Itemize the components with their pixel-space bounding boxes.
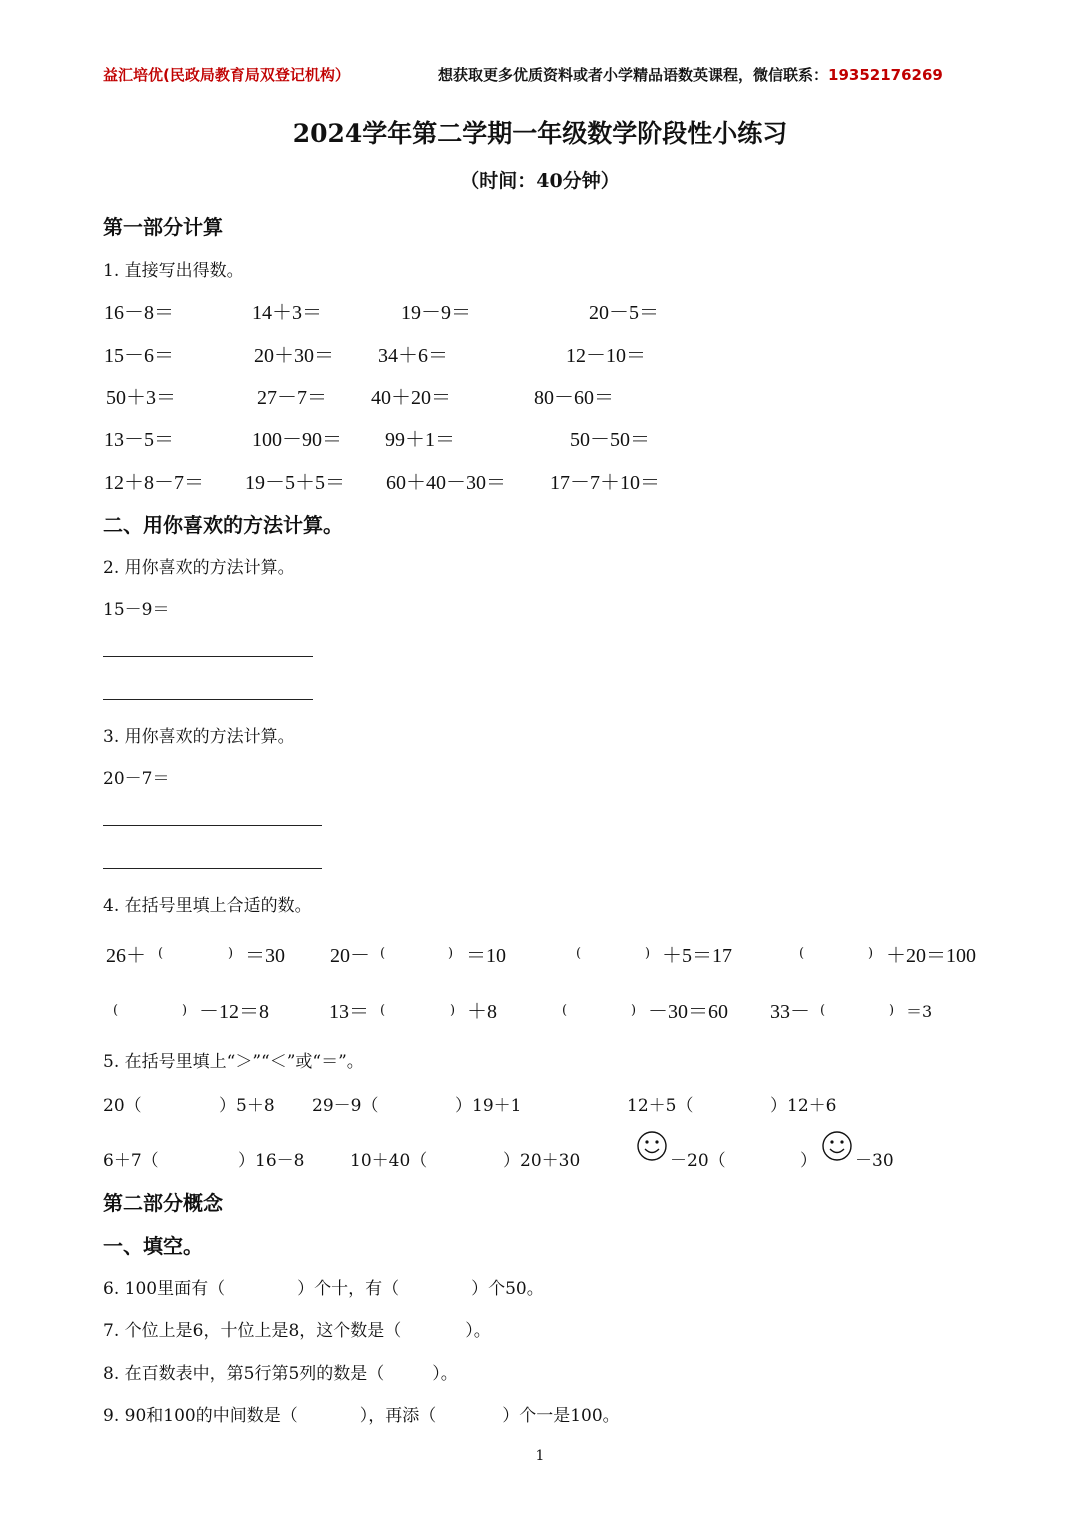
compare-left: －30 [855, 1151, 894, 1171]
q3-expression: 20－7＝ [103, 769, 170, 789]
compare-right: ）20＋30 [503, 1151, 581, 1171]
part1-heading: 第一部分计算 [103, 215, 223, 239]
calc-item: 80－60＝ [534, 387, 614, 409]
q8-text [103, 1359, 458, 1384]
page-number: 1 [535, 1448, 545, 1464]
q2-prompt: 2. 用你喜欢的方法计算。 [103, 558, 295, 578]
fill-post: －30＝60 [648, 1001, 728, 1023]
q6-text [103, 1274, 544, 1299]
q9-part: 9. 90和100的中间数是（ [103, 1406, 298, 1426]
compare-right: ） [800, 1151, 817, 1171]
paren-close: ) [868, 946, 874, 961]
q4-prompt: 4. 在括号里填上合适的数。 [103, 896, 312, 916]
compare-left: 6＋7（ [103, 1151, 159, 1171]
fill-post: ＝10 [466, 945, 506, 967]
q8-part: ）。 [432, 1364, 458, 1384]
calc-item: 19－9＝ [401, 302, 471, 324]
fill-post: ＋5＝17 [662, 945, 732, 967]
compare-right: ）12＋6 [770, 1096, 837, 1116]
paren-close: ) [631, 1003, 637, 1018]
fill-post: ＝30 [245, 945, 285, 967]
paren-open: ( [380, 1003, 386, 1018]
paren-open: ( [113, 1003, 119, 1018]
answer-line[interactable] [103, 699, 313, 700]
q7-part: 7. 个位上是6，十位上是8，这个数是（ [103, 1321, 402, 1341]
q9-text [103, 1401, 620, 1426]
smiley-face-icon [636, 1130, 668, 1162]
answer-line[interactable] [103, 825, 322, 826]
calc-item: 40＋20＝ [371, 387, 451, 409]
calc-item: 20＋30＝ [254, 345, 334, 367]
paren-close: ) [450, 1003, 456, 1018]
section2-heading: 二、用你喜欢的方法计算。 [103, 513, 343, 537]
compare-left: 20（ [103, 1096, 142, 1116]
q6-part: 6. 100里面有（ [103, 1279, 226, 1299]
answer-line[interactable] [103, 868, 322, 869]
paren-open: ( [820, 1003, 826, 1018]
header-institution: 益汇培优(民政局教育局双登记机构） [103, 66, 350, 84]
calc-item: 99＋1＝ [385, 429, 455, 451]
q9-part: ）个一是100。 [502, 1406, 620, 1426]
smiley-face-icon [821, 1130, 853, 1162]
paren-open: ( [562, 1003, 568, 1018]
calc-item: 12＋8－7＝ [104, 472, 204, 494]
q2-expression: 15－9＝ [103, 600, 170, 620]
calc-item: 14＋3＝ [252, 302, 322, 324]
q8-part: 8. 在百数表中，第5行第5列的数是（ [103, 1364, 385, 1384]
fill-blank-heading: 一、填空。 [103, 1234, 203, 1258]
q6-part: ）个50。 [471, 1279, 544, 1299]
q5-prompt: 5. 在括号里填上“＞”“＜”或“＝”。 [103, 1052, 364, 1072]
paren-close: ) [228, 946, 234, 961]
header-contact [438, 64, 943, 85]
q7-text [103, 1316, 491, 1341]
fill-pre: 33－ [770, 1001, 810, 1023]
calc-item: 34＋6＝ [378, 345, 448, 367]
header-contact-label: 想获取更多优质资料或者小学精品语数英课程，微信联系： [438, 66, 829, 84]
q3-prompt: 3. 用你喜欢的方法计算。 [103, 727, 295, 747]
part2-heading: 第二部分概念 [103, 1191, 223, 1215]
paren-open: ( [576, 946, 582, 961]
fill-post: ＝3 [906, 1002, 933, 1021]
compare-left: －20（ [670, 1151, 726, 1171]
answer-line[interactable] [103, 656, 313, 657]
calc-item: 16－8＝ [104, 302, 174, 324]
fill-pre: 26＋ [106, 945, 146, 967]
calc-item: 60＋40－30＝ [386, 472, 506, 494]
q6-part: ）个十，有（ [297, 1279, 400, 1299]
calc-item: 15－6＝ [104, 345, 174, 367]
paren-close: ) [645, 946, 651, 961]
compare-left: 29－9（ [312, 1096, 379, 1116]
paren-open: ( [380, 946, 386, 961]
paren-close: ) [448, 946, 454, 961]
q7-part: ）。 [465, 1321, 491, 1341]
q9-part: ），再添（ [359, 1406, 437, 1426]
page-subtitle: （时间：40分钟） [460, 170, 620, 192]
paren-close: ) [182, 1003, 188, 1018]
fill-post: ＋8 [467, 1001, 497, 1023]
calc-item: 19－5＋5＝ [245, 472, 345, 494]
paren-open: ( [158, 946, 164, 961]
header-phone: 19352176269 [828, 66, 943, 84]
calc-item: 20－5＝ [589, 302, 659, 324]
calc-item: 50－50＝ [570, 429, 650, 451]
paren-close: ) [889, 1003, 895, 1018]
compare-left: 12＋5（ [627, 1096, 694, 1116]
fill-pre: 20－ [330, 945, 370, 967]
fill-post: ＋20＝100 [886, 945, 976, 967]
paren-open: ( [799, 946, 805, 961]
page-title: 2024学年第二学期一年级数学阶段性小练习 [292, 119, 788, 148]
calc-item: 27－7＝ [257, 387, 327, 409]
compare-right: ）19＋1 [455, 1096, 522, 1116]
compare-right: ）16－8 [238, 1151, 305, 1171]
q1-prompt: 1. 直接写出得数。 [103, 261, 244, 281]
calc-item: 13－5＝ [104, 429, 174, 451]
fill-post: －12＝8 [199, 1001, 269, 1023]
calc-item: 17－7＋10＝ [550, 472, 660, 494]
compare-right: ）5＋8 [219, 1096, 275, 1116]
calc-item: 50＋3＝ [106, 387, 176, 409]
compare-left: 10＋40（ [350, 1151, 428, 1171]
fill-pre: 13＝ [329, 1001, 369, 1023]
calc-item: 100－90＝ [252, 429, 342, 451]
calc-item: 12－10＝ [566, 345, 646, 367]
